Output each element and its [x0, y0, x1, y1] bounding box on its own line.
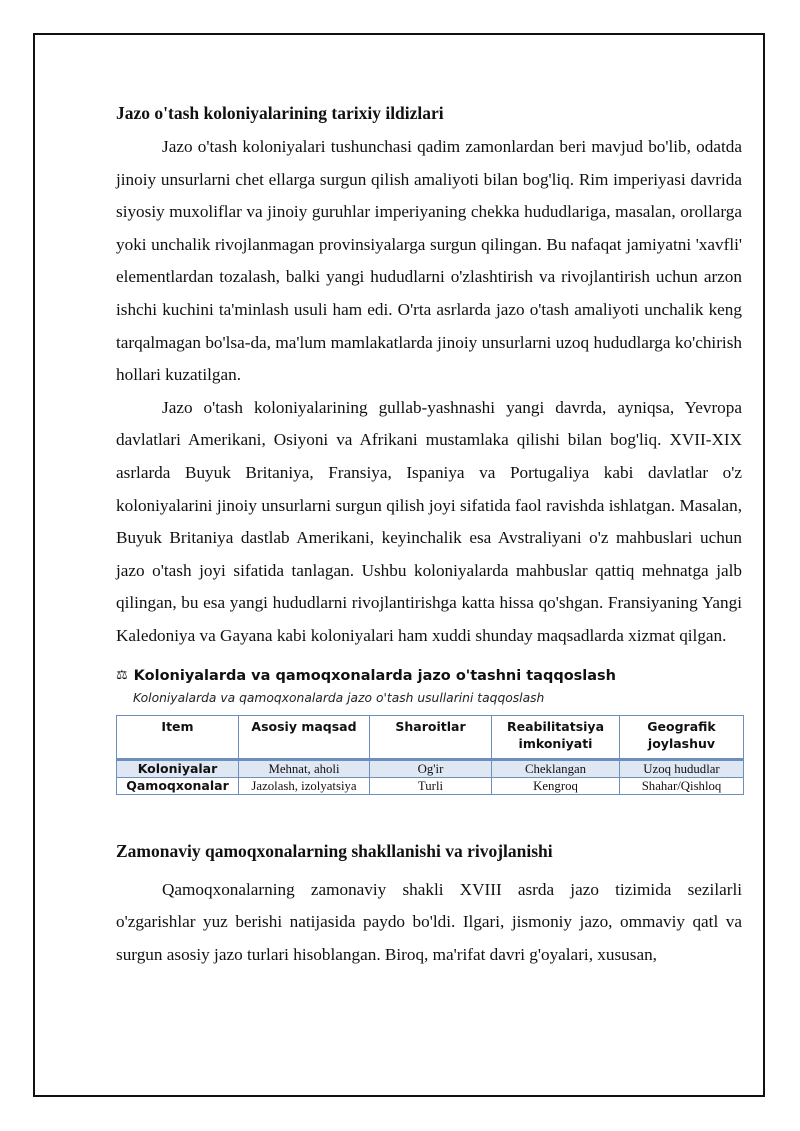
table-cell: Mehnat, aholi — [239, 759, 370, 777]
balance-scale-icon: ⚖ — [116, 667, 128, 683]
paragraph: Jazo o'tash koloniyalari tushunchasi qadim zamonlardan beri mavjud bo'lib, odatda jinoiy unsurlarni chet ellarga surgun qilish amaliyoti bilan bog'liq. Rim imperiyasi davrida siyosiy muxoliflar va jinoiy guruhlar imperiyaning chekka hududlariga, masalan, orollarga yoki unchalik rivojlanmagan provinsiyalarga surgun qilingan. Bu nafaqat jamiyatni 'xavfli' elementlardan tozalash, balki yangi hududlarni o'zlashtirish va rivojlantirish uchun arzon ishchi kuchini ta'minlash usuli ham edi. O'rta asrlarda jazo o'tash amaliyoti unchalik keng tarqalmagan bo'lsa-da, ma'lum mamlakatlarda jinoiy unsurlarni uzoq hududlarga ko'chirish hollari kuzatilgan. — [116, 137, 742, 385]
table-cell: Og'ir — [370, 759, 492, 777]
table-cell: Turli — [370, 777, 492, 794]
table-cell: Jazolash, izolyatsiya — [239, 777, 370, 794]
paragraph: Jazo o'tash koloniyalarining gullab-yashnashi yangi davrda, ayniqsa, Yevropa davlatlari Amerikani, Osiyoni va Afrikani mustamlaka qilishi bilan bog'liq. XVII-XIX asrlarda Buyuk Britaniya, Fransiya, Ispaniya va Portugaliya kabi davlatlar o'z koloniyalarini jinoiy unsurlarni surgun qilish joyi sifatida faol ravishda ishlatgan. Masalan, Buyuk Britaniya dastlab Amerikani, keyinchalik esa Avstraliyani o'z mahbuslari uchun jazo o'tash joyi sifatida tanlagan. Ushbu koloniyalarda mahbuslar qattiq mehnatga jalb qilingan, bu esa yangi hududlarni rivojlantirishga katta hissa qo'shgan. Fransiyaning Yangi Kaledoniya va Gayana kabi koloniyalari ham xuddi shunday maqsadlarda xizmat qilgan. — [116, 397, 742, 645]
table-caption: Koloniyalarda va qamoqxonalarda jazo o'tash usullarini taqqoslash — [133, 690, 545, 705]
table-header-row — [117, 715, 744, 759]
section-heading-historical-roots: Jazo o'tash koloniyalarining tarixiy ildizlari — [116, 103, 444, 123]
table-row — [117, 777, 744, 794]
column-header: Item — [117, 715, 239, 759]
table-cell: Shahar/Qishloq — [620, 777, 744, 794]
row-header-cell: Koloniyalar — [117, 759, 239, 777]
table-cell: Cheklangan — [492, 759, 620, 777]
column-header: Geografik joylashuv — [620, 715, 744, 759]
column-header: Sharoitlar — [370, 715, 492, 759]
section-heading-modern-prisons: Zamonaviy qamoqxonalarning shakllanishi va rivojlanishi — [116, 840, 553, 861]
paragraph: Qamoqxonalarning zamonaviy shakli XVIII asrda jazo tizimida sezilarli o'zgarishlar yuz berishi natijasida paydo bo'ldi. Ilgari, jismoniy jazo, ommaviy qatl va surgun asosiy jazo turlari hisoblangan. Biroq, ma'rifat davri g'oyalari, xususan, — [116, 879, 742, 964]
table-cell: Uzoq hududlar — [620, 759, 744, 777]
column-header: Reabilitatsiya imkoniyati — [492, 715, 620, 759]
row-header-cell: Qamoqxonalar — [117, 777, 239, 794]
table-title — [116, 665, 742, 687]
document-body — [116, 96, 742, 971]
table-cell: Kengroq — [492, 777, 620, 794]
column-header: Asosiy maqsad — [239, 715, 370, 759]
table-row — [117, 759, 744, 777]
comparison-table — [116, 715, 744, 795]
table-title-text: Koloniyalarda va qamoqxonalarda jazo o'tashni taqqoslash — [133, 667, 617, 684]
